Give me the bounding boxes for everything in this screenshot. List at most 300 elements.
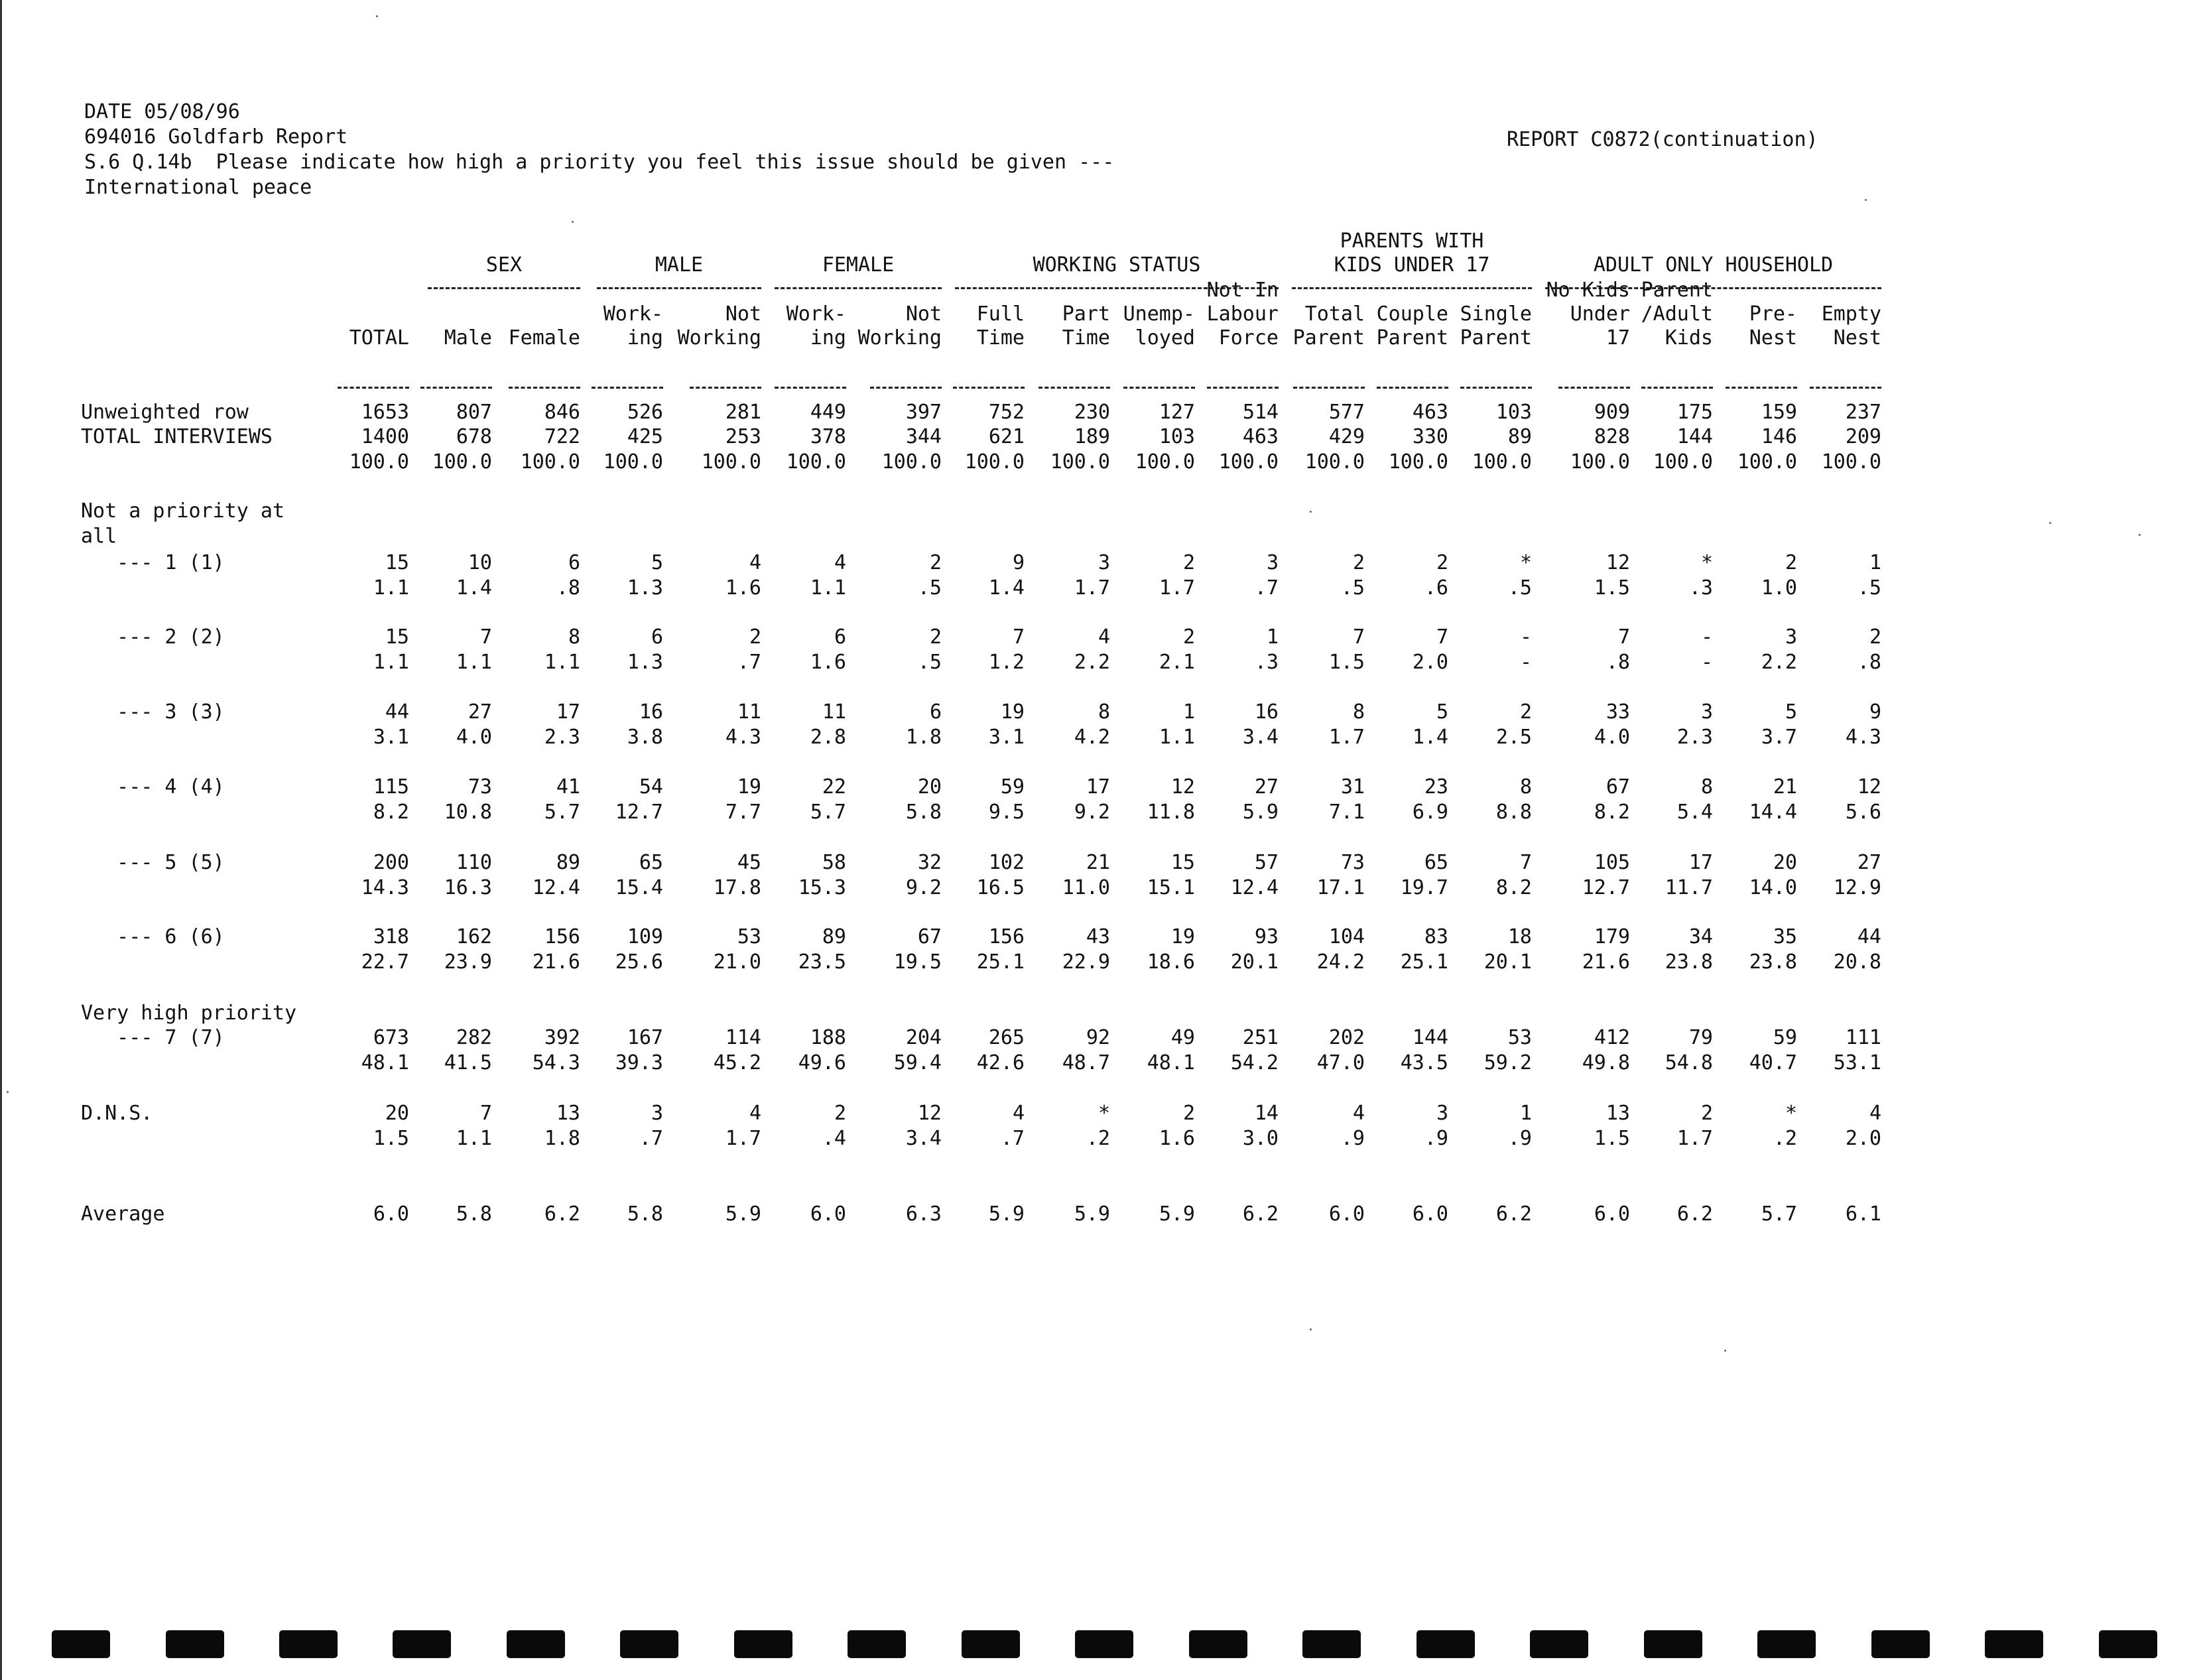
table-cell: 6.1 bbox=[1845, 1202, 1881, 1226]
table-cell: 3.7 bbox=[1761, 726, 1797, 749]
punch-hole bbox=[1075, 1630, 1133, 1658]
table-cell: 6.2 bbox=[1495, 1202, 1532, 1226]
table-cell: 1.5 bbox=[373, 1127, 409, 1150]
table-cell: 6.0 bbox=[810, 1202, 846, 1226]
table-cell: 7.7 bbox=[725, 801, 761, 824]
table-cell: 23.5 bbox=[798, 950, 846, 974]
table-cell: 73 bbox=[468, 775, 492, 799]
table-cell: 109 bbox=[627, 925, 663, 948]
table-cell: 11 bbox=[737, 700, 761, 724]
table-cell: 156 bbox=[988, 925, 1025, 948]
scan-speck bbox=[2139, 534, 2141, 536]
table-cell: 89 bbox=[1507, 425, 1532, 448]
table-cell: 57 bbox=[1254, 851, 1279, 874]
table-cell: 25.1 bbox=[1400, 950, 1448, 974]
table-cell: 6.0 bbox=[1328, 1202, 1365, 1226]
table-cell: 188 bbox=[810, 1026, 846, 1049]
table-cell: 35 bbox=[1773, 925, 1797, 948]
table-cell: 6 bbox=[834, 625, 846, 649]
table-cell: 53.1 bbox=[1833, 1051, 1881, 1074]
table-cell: 282 bbox=[456, 1026, 492, 1049]
scan-speck bbox=[1865, 199, 1867, 201]
table-cell: 54.2 bbox=[1230, 1051, 1279, 1074]
table-cell: 2 bbox=[749, 625, 761, 649]
table-cell: 40.7 bbox=[1749, 1051, 1797, 1074]
table-cell: 83 bbox=[1424, 925, 1448, 948]
table-cell: 673 bbox=[373, 1026, 409, 1049]
group-header: SEX bbox=[485, 253, 523, 277]
table-cell: 2 bbox=[1869, 625, 1881, 649]
table-cell: 89 bbox=[822, 925, 846, 948]
table-cell: 8 bbox=[1098, 700, 1110, 724]
table-cell: 5.9 bbox=[1159, 1202, 1195, 1226]
punch-hole bbox=[1644, 1630, 1702, 1658]
table-cell: .8 bbox=[556, 576, 580, 600]
table-cell: 3.0 bbox=[1242, 1127, 1279, 1150]
table-cell: .5 bbox=[1857, 576, 1881, 600]
table-cell: 1.0 bbox=[1761, 576, 1797, 600]
table-cell: 14 bbox=[1254, 1102, 1279, 1125]
table-cell: 59.2 bbox=[1483, 1051, 1532, 1074]
table-cell: 251 bbox=[1242, 1026, 1279, 1049]
table-cell: 202 bbox=[1328, 1026, 1365, 1049]
row-label: --- 5 (5) bbox=[81, 851, 225, 874]
table-cell: 6 bbox=[568, 551, 580, 574]
row-label: --- 2 (2) bbox=[81, 625, 225, 649]
group-header: ADULT ONLY HOUSEHOLD bbox=[1593, 253, 1834, 277]
punch-hole bbox=[1757, 1630, 1816, 1658]
table-cell: 5.9 bbox=[988, 1202, 1025, 1226]
table-cell: 19 bbox=[737, 775, 761, 799]
column-header: Part Time bbox=[1062, 302, 1110, 350]
table-cell: 1 bbox=[1869, 551, 1881, 574]
table-cell: 12.4 bbox=[532, 876, 580, 899]
table-cell: 6.0 bbox=[373, 1202, 409, 1226]
column-underline bbox=[509, 387, 580, 389]
table-cell: 3.1 bbox=[988, 726, 1025, 749]
table-cell: 397 bbox=[905, 401, 942, 424]
column-header: No Kids Under 17 bbox=[1546, 279, 1630, 350]
column-underline bbox=[1039, 387, 1110, 389]
table-cell: 10 bbox=[468, 551, 492, 574]
table-cell: 5.4 bbox=[1676, 801, 1713, 824]
table-cell: 2.0 bbox=[1412, 651, 1448, 674]
table-cell: 21 bbox=[1086, 851, 1110, 874]
table-cell: 49.8 bbox=[1582, 1051, 1630, 1074]
table-cell: 1.1 bbox=[544, 651, 580, 674]
table-cell: 8 bbox=[568, 625, 580, 649]
column-header: Not Working bbox=[857, 302, 942, 350]
table-cell: 828 bbox=[1594, 425, 1630, 448]
table-cell: 8.2 bbox=[1594, 801, 1630, 824]
table-cell: 4 bbox=[1869, 1102, 1881, 1125]
table-cell: 44 bbox=[1857, 925, 1881, 948]
table-cell: 4 bbox=[1098, 625, 1110, 649]
table-cell: 3.4 bbox=[1242, 726, 1279, 749]
table-cell: 65 bbox=[1424, 851, 1448, 874]
scan-speck bbox=[1310, 1328, 1312, 1330]
table-cell: 45.2 bbox=[713, 1051, 761, 1074]
table-cell: 17 bbox=[1086, 775, 1110, 799]
punch-hole bbox=[620, 1630, 678, 1658]
table-cell: * bbox=[1785, 1102, 1797, 1125]
table-cell: 19 bbox=[1170, 925, 1195, 948]
table-cell: 159 bbox=[1761, 401, 1797, 424]
table-cell: 5 bbox=[651, 551, 663, 574]
table-cell: 5.7 bbox=[810, 801, 846, 824]
table-cell: 5.6 bbox=[1845, 801, 1881, 824]
table-cell: 429 bbox=[1328, 425, 1365, 448]
table-cell: 92 bbox=[1086, 1026, 1110, 1049]
table-cell: 20 bbox=[917, 775, 942, 799]
table-cell: 54.8 bbox=[1665, 1051, 1713, 1074]
table-cell: .7 bbox=[1254, 576, 1279, 600]
table-cell: .2 bbox=[1773, 1127, 1797, 1150]
table-cell: 3 bbox=[1700, 700, 1713, 724]
table-cell: .7 bbox=[737, 651, 761, 674]
table-cell: 100.0 bbox=[1653, 450, 1713, 474]
table-cell: 16.3 bbox=[444, 876, 492, 899]
table-cell: 8.2 bbox=[373, 801, 409, 824]
table-cell: 22 bbox=[822, 775, 846, 799]
table-cell: 463 bbox=[1412, 401, 1448, 424]
punch-hole bbox=[962, 1630, 1020, 1658]
table-cell: 43.5 bbox=[1400, 1051, 1448, 1074]
table-cell: 621 bbox=[988, 425, 1025, 448]
table-cell: 9.2 bbox=[1074, 801, 1110, 824]
table-cell: 5.8 bbox=[456, 1202, 492, 1226]
table-cell: .7 bbox=[1000, 1127, 1025, 1150]
table-cell: 5 bbox=[1436, 700, 1448, 724]
table-cell: 2 bbox=[929, 551, 942, 574]
table-cell: 12.4 bbox=[1230, 876, 1279, 899]
table-cell: * bbox=[1700, 551, 1713, 574]
table-cell: 3 bbox=[1436, 1102, 1448, 1125]
row-label: --- 1 (1) bbox=[81, 551, 225, 574]
column-header: Parent /Adult Kids bbox=[1641, 279, 1713, 350]
table-cell: 449 bbox=[810, 401, 846, 424]
table-cell: - bbox=[1519, 625, 1532, 649]
table-cell: 11 bbox=[822, 700, 846, 724]
table-cell: 114 bbox=[725, 1026, 761, 1049]
table-cell: .9 bbox=[1424, 1127, 1448, 1150]
table-cell: 1.5 bbox=[1328, 651, 1365, 674]
column-underline bbox=[338, 387, 409, 389]
table-cell: 8 bbox=[1352, 700, 1365, 724]
table-cell: 127 bbox=[1159, 401, 1195, 424]
table-cell: 2.5 bbox=[1495, 726, 1532, 749]
table-cell: 100.0 bbox=[520, 450, 580, 474]
table-cell: 103 bbox=[1159, 425, 1195, 448]
table-cell: .2 bbox=[1086, 1127, 1110, 1150]
table-cell: 100.0 bbox=[964, 450, 1025, 474]
table-cell: 21.6 bbox=[1582, 950, 1630, 974]
table-cell: 2 bbox=[1785, 551, 1797, 574]
table-cell: 514 bbox=[1242, 401, 1279, 424]
table-cell: 7 bbox=[479, 625, 492, 649]
table-cell: 48.1 bbox=[1147, 1051, 1195, 1074]
column-underline bbox=[1641, 387, 1713, 389]
question-text: S.6 Q.14b Please indicate how high a priority you feel this issue should be given --- bbox=[84, 151, 1115, 174]
table-cell: 189 bbox=[1074, 425, 1110, 448]
column-underline bbox=[1460, 387, 1532, 389]
column-underline bbox=[690, 387, 761, 389]
table-cell: 43 bbox=[1086, 925, 1110, 948]
table-cell: 2.2 bbox=[1074, 651, 1110, 674]
table-cell: 100.0 bbox=[1304, 450, 1365, 474]
table-cell: 54.3 bbox=[532, 1051, 580, 1074]
table-cell: 209 bbox=[1845, 425, 1881, 448]
punch-hole bbox=[166, 1630, 224, 1658]
table-cell: 110 bbox=[456, 851, 492, 874]
table-cell: 32 bbox=[917, 851, 942, 874]
table-cell: 21 bbox=[1773, 775, 1797, 799]
table-cell: 34 bbox=[1688, 925, 1713, 948]
table-cell: 17 bbox=[556, 700, 580, 724]
table-cell: 19.5 bbox=[893, 950, 942, 974]
table-cell: 909 bbox=[1594, 401, 1630, 424]
punch-hole bbox=[1189, 1630, 1247, 1658]
table-cell: 17 bbox=[1688, 851, 1713, 874]
table-cell: .7 bbox=[639, 1127, 663, 1150]
table-cell: 47.0 bbox=[1316, 1051, 1365, 1074]
table-cell: 846 bbox=[544, 401, 580, 424]
table-cell: 15.4 bbox=[615, 876, 663, 899]
table-cell: 100.0 bbox=[1388, 450, 1448, 474]
table-cell: 7 bbox=[1352, 625, 1365, 649]
table-cell: 3.1 bbox=[373, 726, 409, 749]
table-cell: 18.6 bbox=[1147, 950, 1195, 974]
table-cell: 1.1 bbox=[373, 651, 409, 674]
column-header: Not In Labour Force bbox=[1206, 279, 1279, 350]
table-cell: 100.0 bbox=[1570, 450, 1630, 474]
table-cell: .5 bbox=[917, 576, 942, 600]
table-cell: 330 bbox=[1412, 425, 1448, 448]
row-label: TOTAL INTERVIEWS bbox=[81, 425, 273, 448]
table-cell: 31 bbox=[1340, 775, 1365, 799]
table-cell: 19 bbox=[1000, 700, 1025, 724]
table-cell: 1.5 bbox=[1594, 1127, 1630, 1150]
table-cell: 11.8 bbox=[1147, 801, 1195, 824]
table-cell: 100.0 bbox=[1472, 450, 1532, 474]
table-cell: 1.1 bbox=[456, 651, 492, 674]
table-cell: 44 bbox=[385, 700, 409, 724]
table-cell: 1.7 bbox=[1074, 576, 1110, 600]
column-underline bbox=[870, 387, 942, 389]
table-cell: .5 bbox=[1507, 576, 1532, 600]
column-underline bbox=[420, 387, 492, 389]
table-cell: 4 bbox=[834, 551, 846, 574]
table-cell: 16.5 bbox=[976, 876, 1025, 899]
table-cell: 6.2 bbox=[1676, 1202, 1713, 1226]
table-cell: 1.1 bbox=[810, 576, 846, 600]
table-cell: 678 bbox=[456, 425, 492, 448]
table-cell: 4 bbox=[749, 1102, 761, 1125]
table-cell: 281 bbox=[725, 401, 761, 424]
table-cell: 5.8 bbox=[627, 1202, 663, 1226]
table-cell: 144 bbox=[1412, 1026, 1448, 1049]
table-cell: 6.9 bbox=[1412, 801, 1448, 824]
scan-speck bbox=[1310, 511, 1312, 513]
table-cell: 15 bbox=[385, 625, 409, 649]
table-cell: 15 bbox=[385, 551, 409, 574]
table-cell: 100.0 bbox=[1821, 450, 1881, 474]
table-cell: 4 bbox=[749, 551, 761, 574]
group-header: MALE bbox=[655, 253, 704, 277]
table-cell: .8 bbox=[1857, 651, 1881, 674]
table-cell: 12 bbox=[1606, 551, 1630, 574]
group-header: WORKING STATUS bbox=[1033, 253, 1201, 277]
table-cell: 8.2 bbox=[1495, 876, 1532, 899]
table-cell: 5.8 bbox=[905, 801, 942, 824]
table-cell: 53 bbox=[737, 925, 761, 948]
table-cell: .9 bbox=[1507, 1127, 1532, 1150]
row-label: --- 6 (6) bbox=[81, 925, 225, 948]
table-cell: 58 bbox=[822, 851, 846, 874]
table-cell: 230 bbox=[1074, 401, 1110, 424]
table-cell: 2 bbox=[1700, 1102, 1713, 1125]
table-cell: 1.1 bbox=[1159, 726, 1195, 749]
table-cell: 10.8 bbox=[444, 801, 492, 824]
column-header: Pre- Nest bbox=[1749, 302, 1797, 350]
table-cell: 4 bbox=[1012, 1102, 1025, 1125]
table-cell: 2 bbox=[1182, 625, 1195, 649]
column-underline bbox=[1810, 387, 1881, 389]
table-cell: 1.6 bbox=[810, 651, 846, 674]
column-header: Full Time bbox=[976, 302, 1025, 350]
punch-hole bbox=[1985, 1630, 2043, 1658]
scan-speck bbox=[7, 1091, 9, 1093]
table-cell: 752 bbox=[988, 401, 1025, 424]
table-cell: 1.2 bbox=[988, 651, 1025, 674]
table-cell: 237 bbox=[1845, 401, 1881, 424]
table-cell: 22.7 bbox=[361, 950, 409, 974]
table-cell: 1.7 bbox=[1328, 726, 1365, 749]
punch-hole bbox=[1302, 1630, 1361, 1658]
table-cell: 3 bbox=[1098, 551, 1110, 574]
table-cell: 14.0 bbox=[1749, 876, 1797, 899]
table-cell: 3 bbox=[1266, 551, 1279, 574]
table-cell: 4.0 bbox=[456, 726, 492, 749]
table-cell: 24.2 bbox=[1316, 950, 1365, 974]
table-cell: 4 bbox=[1352, 1102, 1365, 1125]
table-cell: 12 bbox=[917, 1102, 942, 1125]
table-cell: - bbox=[1519, 651, 1532, 674]
table-cell: 1 bbox=[1266, 625, 1279, 649]
table-cell: 3.4 bbox=[905, 1127, 942, 1150]
table-cell: 25.1 bbox=[976, 950, 1025, 974]
table-cell: 265 bbox=[988, 1026, 1025, 1049]
column-underline bbox=[1726, 387, 1797, 389]
table-cell: 105 bbox=[1594, 851, 1630, 874]
table-cell: 5.7 bbox=[544, 801, 580, 824]
table-cell: 23.9 bbox=[444, 950, 492, 974]
table-cell: 8 bbox=[1700, 775, 1713, 799]
table-cell: .9 bbox=[1340, 1127, 1365, 1150]
table-cell: 204 bbox=[905, 1026, 942, 1049]
table-cell: 2 bbox=[1519, 700, 1532, 724]
table-cell: .4 bbox=[822, 1127, 846, 1150]
table-cell: 16 bbox=[639, 700, 663, 724]
table-cell: 1.7 bbox=[1676, 1127, 1713, 1150]
table-cell: 2.8 bbox=[810, 726, 846, 749]
table-cell: 144 bbox=[1676, 425, 1713, 448]
punch-hole bbox=[2099, 1630, 2157, 1658]
table-cell: 3 bbox=[1785, 625, 1797, 649]
table-cell: 2.3 bbox=[1676, 726, 1713, 749]
table-cell: 167 bbox=[627, 1026, 663, 1049]
table-cell: 8 bbox=[1519, 775, 1532, 799]
table-cell: 39.3 bbox=[615, 1051, 663, 1074]
table-cell: 1 bbox=[1182, 700, 1195, 724]
table-cell: 7 bbox=[479, 1102, 492, 1125]
table-cell: 5.9 bbox=[1242, 801, 1279, 824]
row-label: Very high priority bbox=[81, 1002, 297, 1025]
table-cell: 4.0 bbox=[1594, 726, 1630, 749]
punch-hole bbox=[1530, 1630, 1588, 1658]
table-cell: 103 bbox=[1495, 401, 1532, 424]
table-cell: 7 bbox=[1012, 625, 1025, 649]
table-cell: 17.1 bbox=[1316, 876, 1365, 899]
table-cell: 89 bbox=[556, 851, 580, 874]
table-cell: 15 bbox=[1170, 851, 1195, 874]
table-cell: 53 bbox=[1507, 1026, 1532, 1049]
row-label: Average bbox=[81, 1202, 165, 1226]
table-cell: 344 bbox=[905, 425, 942, 448]
table-cell: 5 bbox=[1785, 700, 1797, 724]
table-cell: 25.6 bbox=[615, 950, 663, 974]
table-cell: 2 bbox=[1352, 551, 1365, 574]
column-underline bbox=[1123, 387, 1195, 389]
table-cell: 19.7 bbox=[1400, 876, 1448, 899]
table-cell: 1.7 bbox=[725, 1127, 761, 1150]
table-cell: 111 bbox=[1845, 1026, 1881, 1049]
table-cell: 6 bbox=[651, 625, 663, 649]
scan-speck bbox=[572, 221, 574, 223]
table-cell: 6 bbox=[929, 700, 942, 724]
table-cell: 200 bbox=[373, 851, 409, 874]
table-cell: 3.8 bbox=[627, 726, 663, 749]
table-cell: - bbox=[1700, 625, 1713, 649]
table-cell: 73 bbox=[1340, 851, 1365, 874]
table-cell: .3 bbox=[1254, 651, 1279, 674]
table-cell: 526 bbox=[627, 401, 663, 424]
table-cell: 115 bbox=[373, 775, 409, 799]
table-cell: 5.7 bbox=[1761, 1202, 1797, 1226]
table-cell: 2 bbox=[1436, 551, 1448, 574]
column-underline bbox=[1293, 387, 1365, 389]
table-cell: 1.5 bbox=[1594, 576, 1630, 600]
table-cell: 100.0 bbox=[1135, 450, 1195, 474]
table-cell: 577 bbox=[1328, 401, 1365, 424]
table-cell: .3 bbox=[1688, 576, 1713, 600]
table-cell: .5 bbox=[917, 651, 942, 674]
table-cell: 2.2 bbox=[1761, 651, 1797, 674]
table-cell: 12.9 bbox=[1833, 876, 1881, 899]
table-cell: 48.1 bbox=[361, 1051, 409, 1074]
table-cell: 100.0 bbox=[432, 450, 492, 474]
table-cell: .8 bbox=[1606, 651, 1630, 674]
punch-hole bbox=[1871, 1630, 1930, 1658]
table-cell: 100.0 bbox=[701, 450, 761, 474]
table-cell: 1.1 bbox=[456, 1127, 492, 1150]
table-cell: 23.8 bbox=[1749, 950, 1797, 974]
table-cell: 33 bbox=[1606, 700, 1630, 724]
table-cell: 100.0 bbox=[1050, 450, 1110, 474]
group-header: PARENTS WITH KIDS UNDER 17 bbox=[1334, 229, 1490, 277]
table-cell: 48.7 bbox=[1062, 1051, 1110, 1074]
punch-hole bbox=[52, 1630, 110, 1658]
